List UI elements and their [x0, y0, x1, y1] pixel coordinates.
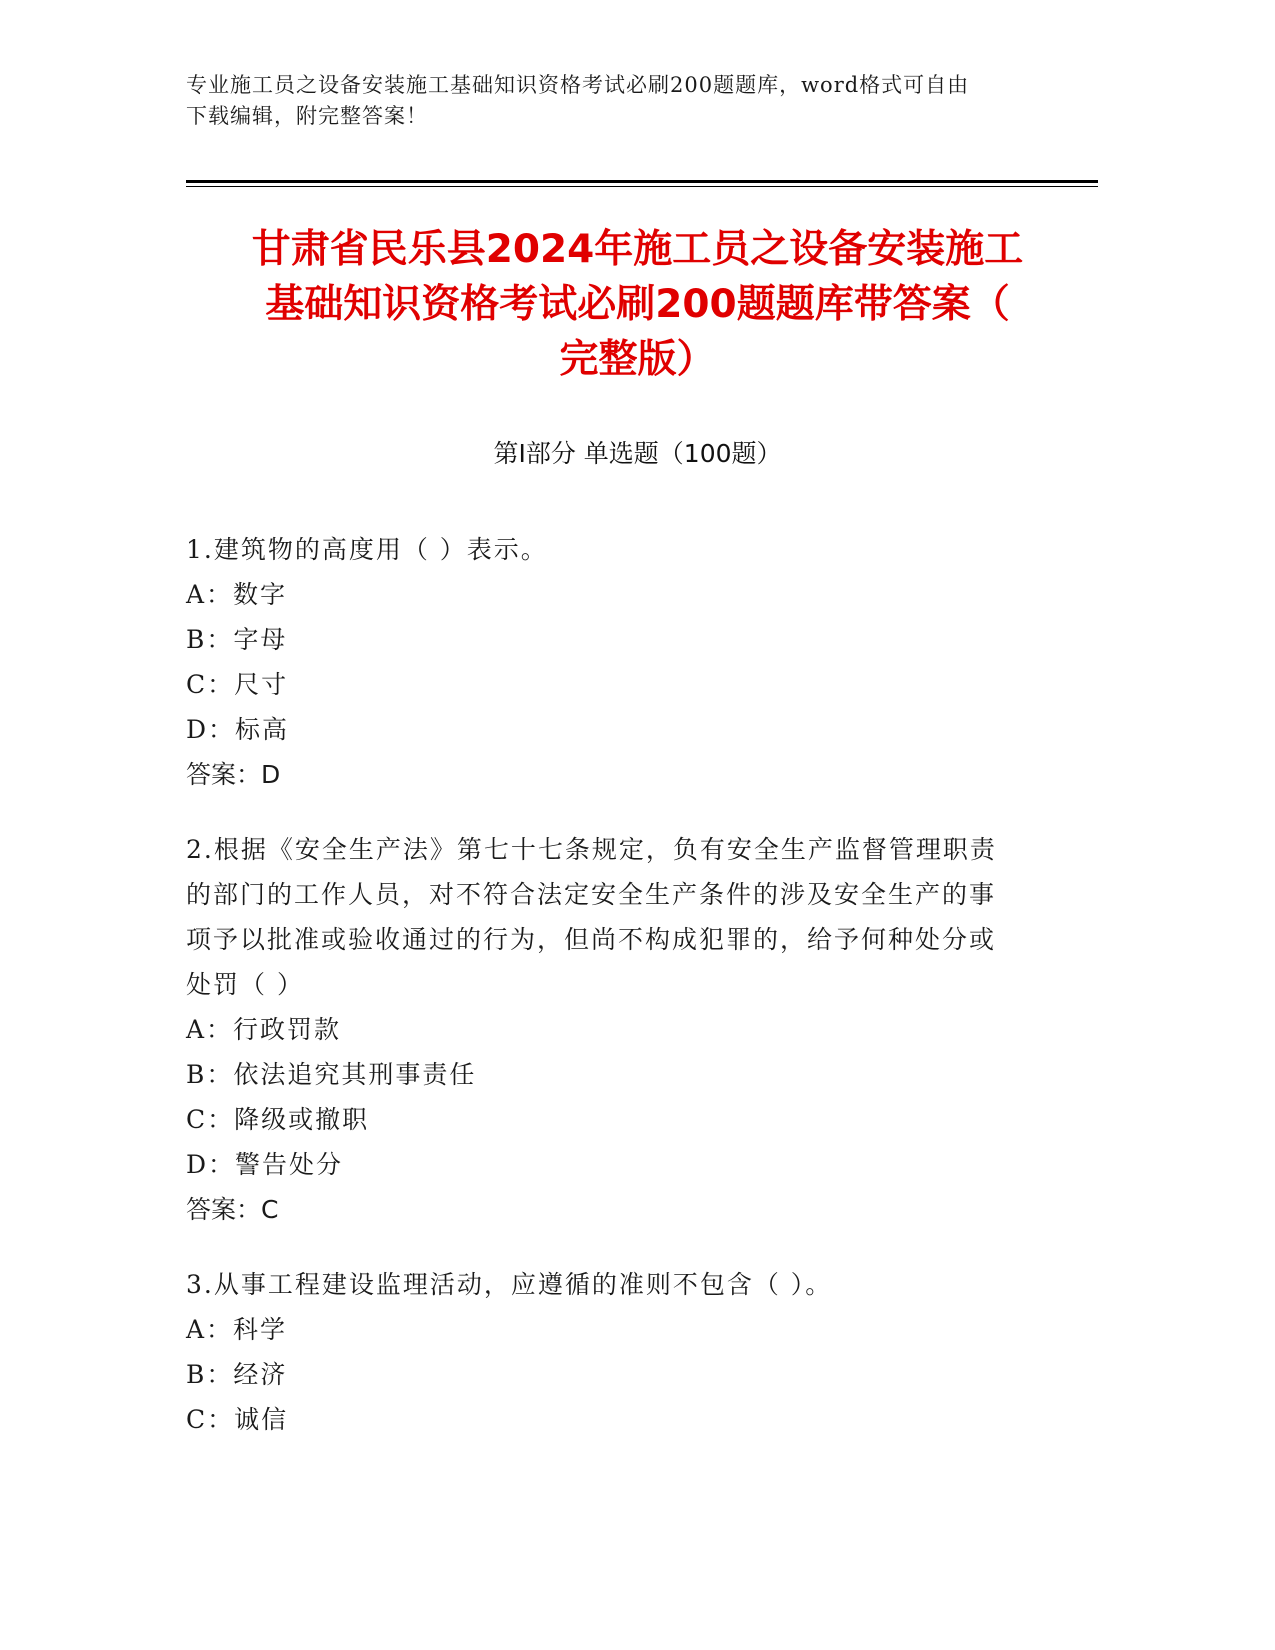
answer: 答案：D — [186, 760, 281, 789]
header-rule-thick — [186, 180, 1098, 183]
option-d: D：标高 — [186, 715, 290, 744]
header-rule-thin — [186, 186, 1098, 187]
document-title — [150, 222, 1125, 387]
question-stem: 3.从事工程建设监理活动，应遵循的准则不包含（ ）。 — [186, 1270, 833, 1299]
question-2 — [186, 827, 1066, 1232]
option-a: A：科学 — [186, 1315, 288, 1344]
section-heading: 第Ⅰ部分 单选题（100题） — [493, 439, 782, 468]
title-line-3: 完整版） — [559, 337, 716, 382]
question-3 — [186, 1262, 1066, 1442]
option-b: B：字母 — [186, 625, 288, 654]
question-stem-line-2: 的部门的工作人员，对不符合法定安全生产条件的涉及安全生产的事 — [186, 880, 997, 909]
option-d: D：警告处分 — [186, 1150, 344, 1179]
option-b: B：经济 — [186, 1360, 288, 1389]
question-stem: 1.建筑物的高度用（ ）表示。 — [186, 535, 548, 564]
option-c: C：尺寸 — [186, 670, 289, 699]
title-line-2: 基础知识资格考试必刷200题题库带答案（ — [265, 282, 1010, 327]
option-a: A：数字 — [186, 580, 288, 609]
option-a: A：行政罚款 — [186, 1015, 342, 1044]
answer: 答案：C — [186, 1195, 279, 1224]
option-b: B：依法追究其刑事责任 — [186, 1060, 477, 1089]
question-list — [186, 527, 1066, 1472]
option-c: C：降级或撤职 — [186, 1105, 370, 1134]
question-stem-line-3: 项予以批准或验收通过的行为，但尚不构成犯罪的，给予何种处分或 — [186, 925, 997, 954]
intro-line-2: 下载编辑，附完整答案！ — [186, 104, 428, 128]
intro-text — [186, 70, 1086, 132]
question-stem-line-1: 2.根据《安全生产法》第七十七条规定，负有安全生产监督管理职责 — [186, 835, 997, 864]
question-1 — [186, 527, 1066, 797]
option-c: C：诚信 — [186, 1405, 289, 1434]
intro-line-1: 专业施工员之设备安装施工基础知识资格考试必刷200题题库，word格式可自由 — [186, 73, 970, 97]
title-line-1: 甘肃省民乐县2024年施工员之设备安装施工 — [251, 227, 1024, 272]
question-stem-line-4: 处罚（ ） — [186, 970, 304, 999]
